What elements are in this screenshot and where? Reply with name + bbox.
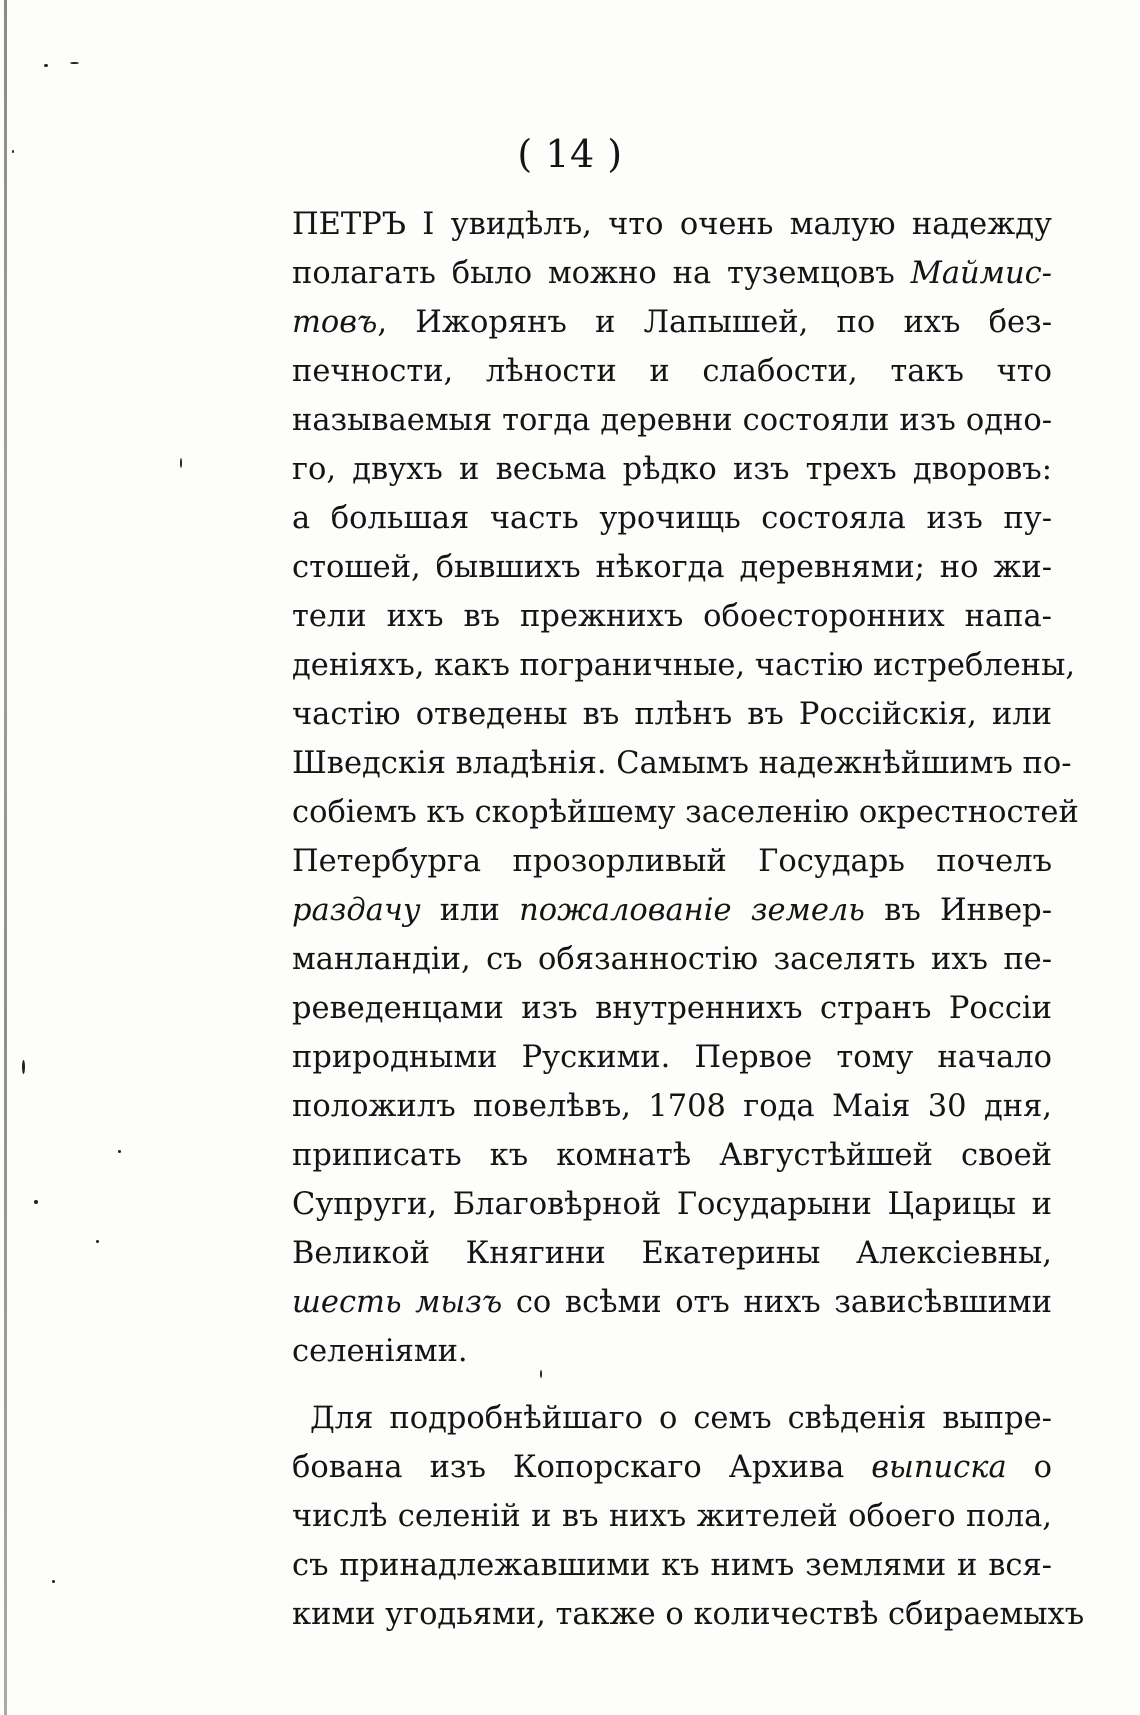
text-line	[292, 200, 1052, 249]
text-run: печности, лѣности и слабости, такъ что	[292, 354, 1052, 389]
text-run: Супруги, Благовѣрной Государыни Царицы и	[292, 1187, 1052, 1222]
text-line	[292, 690, 1052, 739]
italic-run: пожалованіе земель	[519, 893, 865, 928]
paragraph-gap	[292, 1376, 1052, 1394]
italic-run: выписка	[871, 1450, 1007, 1485]
paragraph-2	[292, 1394, 1085, 1639]
text-line	[292, 1492, 1052, 1541]
text-line	[292, 1033, 1052, 1082]
text-run: стошей, бывшихъ нѣкогда деревнями; но жи-	[292, 550, 1052, 585]
scan-speck	[34, 1200, 38, 1204]
italic-run: товъ	[292, 305, 378, 340]
text-run: , Ижорянъ и Лапышей, по ихъ без-	[377, 305, 1052, 340]
text-line	[292, 249, 1052, 298]
text-line	[292, 1229, 1052, 1278]
page-binding-edge	[4, 0, 7, 1715]
text-run: съ принадлежавшими къ нимъ землями и вся-	[292, 1548, 1052, 1583]
italic-run: Маймис-	[910, 256, 1052, 291]
text-line	[292, 1590, 1085, 1639]
text-run: бована изъ Копорскаго Архива	[292, 1450, 872, 1485]
text-line	[292, 788, 1079, 837]
text-run: кими угодьями, также о количествѣ сбираемыхъ	[292, 1597, 1085, 1632]
text-line	[292, 396, 1052, 445]
text-run: о	[1006, 1450, 1052, 1485]
text-run: называемыя тогда деревни состояли изъ одно-	[292, 403, 1052, 438]
scan-speck	[12, 150, 14, 153]
text-line	[292, 347, 1052, 396]
paragraph-1	[292, 200, 1079, 1376]
text-line	[292, 1082, 1052, 1131]
text-line	[292, 837, 1052, 886]
text-run: въ Инвер-	[864, 893, 1052, 928]
text-line	[292, 494, 1052, 543]
text-run: манландіи, съ обязанностію заселять ихъ пе-	[292, 942, 1052, 977]
scan-speck	[52, 1580, 55, 1583]
body-text	[292, 200, 1085, 1639]
text-line	[292, 1180, 1052, 1229]
text-run: реведенцами изъ внутреннихъ странъ Россіи	[292, 991, 1052, 1026]
italic-run: раздачу	[292, 893, 421, 928]
text-line	[292, 984, 1052, 1033]
text-run: природными Рускими. Первое тому начало	[292, 1040, 1052, 1075]
scan-speck	[540, 1370, 542, 1378]
text-run: Для подробнѣйшаго о семъ свѣденія выпре-	[310, 1401, 1052, 1436]
text-run: числѣ селеній и въ нихъ жителей обоего пола,	[292, 1499, 1052, 1534]
text-run: селеніями.	[292, 1334, 468, 1369]
text-run: Шведскія владѣнія. Самымъ надежнѣйшимъ по-	[292, 746, 1072, 781]
scan-speck	[180, 458, 182, 468]
text-run: Великой Княгини Екатерины Алексіевны,	[292, 1236, 1052, 1271]
text-line	[292, 1131, 1052, 1180]
text-run: положилъ повелѣвъ, 1708 года Маія 30 дня,	[292, 1089, 1052, 1124]
scan-speck	[70, 62, 79, 64]
page-number: ( 14 )	[517, 132, 623, 176]
text-run: приписать къ комнатѣ Августѣйшей своей	[292, 1138, 1052, 1173]
text-line	[292, 739, 1072, 788]
text-run: ПЕТРЪ I увидѣлъ, что очень малую надежду	[292, 207, 1052, 242]
text-line	[292, 1278, 1052, 1327]
text-line	[292, 543, 1052, 592]
text-run: Петербурга прозорливый Государь почелъ	[292, 844, 1052, 879]
scan-speck	[118, 1150, 121, 1153]
scan-speck	[96, 1240, 99, 1243]
text-run: тели ихъ въ прежнихъ обоесторонних напа-	[292, 599, 1052, 634]
text-line	[292, 1327, 1052, 1376]
text-line	[292, 641, 1076, 690]
italic-run: шесть мызъ	[292, 1285, 503, 1320]
text-line	[292, 1394, 1052, 1443]
text-line	[292, 886, 1052, 935]
text-line	[292, 592, 1052, 641]
scan-speck	[22, 1060, 25, 1074]
text-line	[292, 1443, 1052, 1492]
text-run: со всѣми отъ нихъ зависѣвшими	[502, 1285, 1052, 1320]
text-run: а большая часть урочищь состояла изъ пу-	[292, 501, 1052, 536]
text-run: го, двухъ и весьма рѣдко изъ трехъ дворовъ:	[292, 452, 1052, 487]
text-run: или	[420, 893, 520, 928]
text-line	[292, 445, 1052, 494]
text-run: частію отведены въ плѣнъ въ Россійскія, или	[292, 697, 1052, 732]
text-line	[292, 1541, 1052, 1590]
text-run: деніяхъ, какъ пограничные, частію истреблены,	[292, 648, 1076, 683]
text-line	[292, 298, 1052, 347]
text-line	[292, 935, 1052, 984]
text-run: полагать было можно на туземцовъ	[292, 256, 911, 291]
text-run: собіемъ къ скорѣйшему заселенію окрестностей	[292, 795, 1079, 830]
scan-speck	[44, 64, 48, 67]
